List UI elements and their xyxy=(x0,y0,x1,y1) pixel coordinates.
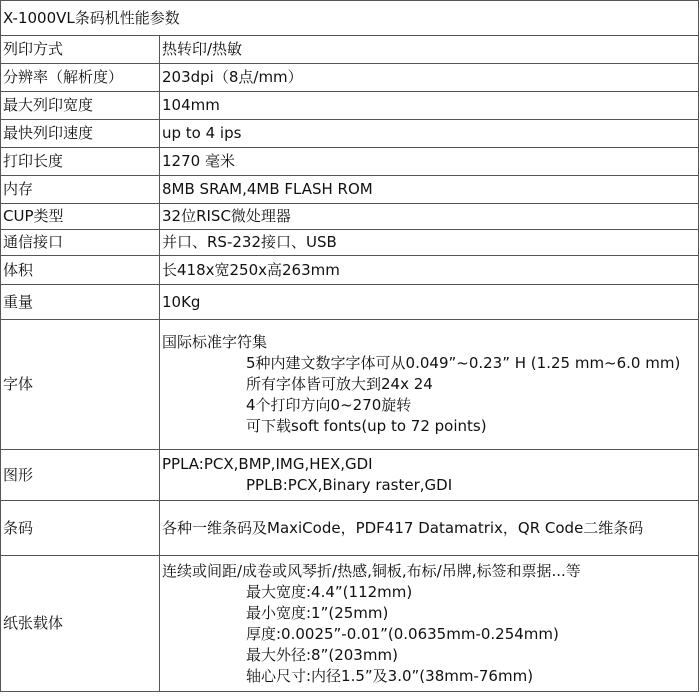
row-label: 最大列印宽度 xyxy=(1,92,160,120)
row-value xyxy=(160,450,699,501)
row-value: 并口、RS-232接口、USB xyxy=(160,230,699,256)
table-row xyxy=(1,64,699,92)
row-label: 通信接口 xyxy=(1,230,160,256)
row-label: 纸张载体 xyxy=(1,556,160,692)
value-line: PPLA:PCX,BMP,IMG,HEX,GDI xyxy=(162,455,373,473)
row-label: 分辨率（解析度） xyxy=(1,64,160,92)
table-row xyxy=(1,501,699,556)
table-row xyxy=(1,285,699,320)
row-label: 打印长度 xyxy=(1,148,160,176)
row-value: 8MB SRAM,4MB FLASH ROM xyxy=(160,176,699,204)
value-line: 4个打印方向0~270旋转 xyxy=(246,396,412,414)
row-label: 图形 xyxy=(1,450,160,501)
row-value: up to 4 ips xyxy=(160,120,699,148)
table-row xyxy=(1,176,699,204)
row-label: 重量 xyxy=(1,285,160,320)
table-title-row xyxy=(1,1,699,36)
table-row xyxy=(1,120,699,148)
row-value: 热转印/热敏 xyxy=(160,36,699,64)
value-line: PPLB:PCX,Binary raster,GDI xyxy=(246,476,453,494)
row-value: 各种一维条码及MaxiCode，PDF417 Datamatrix，QR Code二维条码 xyxy=(160,501,699,556)
table-row xyxy=(1,256,699,285)
value-line: 连续或间距/成卷或风琴折/热感,铜板,布标/吊牌,标签和票据...等 xyxy=(162,561,581,580)
table-title: X-1000VL条码机性能参数 xyxy=(1,1,699,36)
row-value: 203dpi（8点/mm） xyxy=(160,64,699,92)
row-label: 条码 xyxy=(1,501,160,556)
value-line: 5种内建文数字字体可从0.049”~0.23” H (1.25 mm~6.0 mm) xyxy=(246,354,681,372)
value-line: 轴心尺寸:内径1.5”及3.0”(38mm-76mm) xyxy=(246,666,534,685)
table-row xyxy=(1,204,699,230)
table-row-fonts xyxy=(1,320,699,450)
table-row-graphics xyxy=(1,450,699,501)
row-value: 10Kg xyxy=(160,285,699,320)
row-value: 104mm xyxy=(160,92,699,120)
row-value xyxy=(160,556,699,692)
value-line: 最小宽度:1”(25mm) xyxy=(246,603,389,622)
table-row xyxy=(1,230,699,256)
row-label: 体积 xyxy=(1,256,160,285)
row-value xyxy=(160,320,699,450)
table-row xyxy=(1,36,699,64)
row-value: 1270 毫米 xyxy=(160,148,699,176)
table-row xyxy=(1,92,699,120)
row-label: 最快列印速度 xyxy=(1,120,160,148)
value-line: 厚度:0.0025”-0.01”(0.0635mm-0.254mm) xyxy=(246,624,559,643)
value-line: 最大外径:8”(203mm) xyxy=(246,645,398,664)
table-row xyxy=(1,148,699,176)
row-label: 字体 xyxy=(1,320,160,450)
row-label: 列印方式 xyxy=(1,36,160,64)
row-value: 32位RISC微处理器 xyxy=(160,204,699,230)
value-line: 最大宽度:4.4”(112mm) xyxy=(246,582,413,601)
row-label: CUP类型 xyxy=(1,204,160,230)
table-row-media xyxy=(1,556,699,692)
value-line: 可下载soft fonts(up to 72 points) xyxy=(246,417,487,435)
value-line: 所有字体皆可放大到24x 24 xyxy=(246,375,433,393)
row-label: 内存 xyxy=(1,176,160,204)
value-line: 国际标准字符集 xyxy=(162,333,268,351)
row-value: 长418x宽250x高263mm xyxy=(160,256,699,285)
